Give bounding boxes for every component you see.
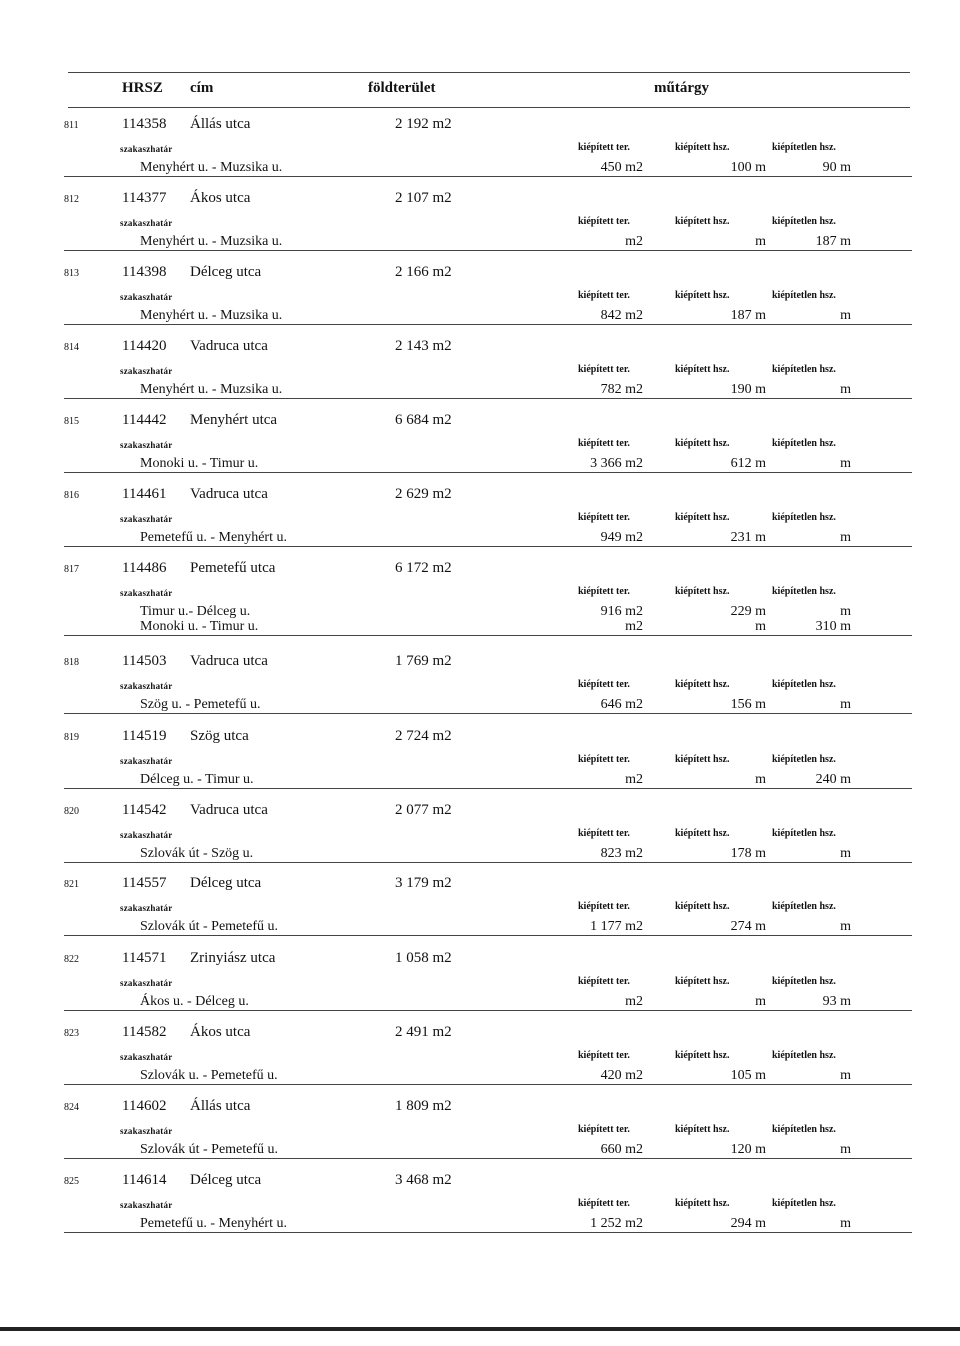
built-length-value: 612 m [730,456,766,471]
record [0,336,960,410]
kiepitetlen-hsz-label: kiépítetlen hsz. [772,828,836,839]
street-name: Vadruca utca [190,338,268,354]
kiepitett-ter-label: kiépített ter. [578,679,630,690]
street-name: Állás utca [190,1098,251,1114]
built-area-value: 949 m2 [600,530,643,545]
hrsz-value: 114420 [122,338,167,354]
szakaszhatar-label: szakaszhatár [120,903,173,913]
record-number: 811 [64,120,79,131]
kiepitett-hsz-label: kiépített hsz. [675,901,730,912]
land-area: 2 491 m2 [395,1024,452,1040]
kiepitett-hsz-label: kiépített hsz. [675,1198,730,1209]
built-length-value: m [755,994,766,1009]
unbuilt-length-value: m [840,846,851,861]
hrsz-value: 114582 [122,1024,167,1040]
built-area-value: 3 366 m2 [590,456,643,471]
street-name: Délceg utca [190,264,262,280]
szakaszhatar-label: szakaszhatár [120,218,173,228]
record-number: 825 [64,1176,79,1187]
kiepitett-hsz-label: kiépített hsz. [675,1050,730,1061]
kiepitett-ter-label: kiépített ter. [578,1198,630,1209]
built-length-value: 120 m [730,1142,766,1157]
record [0,948,960,1022]
land-area: 2 724 m2 [395,728,452,744]
land-area: 2 629 m2 [395,486,452,502]
unbuilt-length-value: 240 m [815,772,851,787]
kiepitetlen-hsz-label: kiépítetlen hsz. [772,754,836,765]
street-name: Ákos utca [190,1024,251,1040]
record-number: 823 [64,1028,79,1039]
built-length-value: m [755,619,766,634]
segment-name: Monoki u. - Timur u. [140,619,259,634]
built-area-value: 842 m2 [600,308,643,323]
record [0,114,960,188]
record-number: 822 [64,954,79,965]
kiepitett-hsz-label: kiépített hsz. [675,754,730,765]
header-hrsz: HRSZ [122,80,163,96]
built-length-value: 100 m [730,160,766,175]
record [0,484,960,558]
segment-rule [64,324,912,325]
segment-name: Délceg u. - Timur u. [140,772,254,787]
built-area-value: 823 m2 [600,846,643,861]
top-rule [68,72,910,73]
segment-name: Menyhért u. - Muzsika u. [140,234,283,249]
szakaszhatar-label: szakaszhatár [120,1052,173,1062]
unbuilt-length-value: 310 m [815,619,851,634]
hrsz-value: 114377 [122,190,167,206]
record-number: 818 [64,657,79,668]
kiepitetlen-hsz-label: kiépítetlen hsz. [772,512,836,523]
built-area-value: 660 m2 [600,1142,643,1157]
built-length-value: 156 m [730,697,766,712]
kiepitett-ter-label: kiépített ter. [578,586,630,597]
hrsz-value: 114519 [122,728,167,744]
built-length-value: 229 m [730,604,766,619]
kiepitetlen-hsz-label: kiépítetlen hsz. [772,364,836,375]
land-area: 3 179 m2 [395,875,452,891]
land-area: 6 172 m2 [395,560,452,576]
record-number: 824 [64,1102,79,1113]
built-area-value: 450 m2 [600,160,643,175]
kiepitett-ter-label: kiépített ter. [578,438,630,449]
kiepitett-hsz-label: kiépített hsz. [675,142,730,153]
szakaszhatar-label: szakaszhatár [120,830,173,840]
segment-name: Szlovák út - Pemetefű u. [140,1142,279,1157]
unbuilt-length-value: m [840,919,851,934]
segment-name: Pemetefű u. - Menyhért u. [140,530,287,545]
kiepitett-ter-label: kiépített ter. [578,754,630,765]
kiepitett-hsz-label: kiépített hsz. [675,828,730,839]
segment-rule [64,546,912,547]
kiepitett-ter-label: kiépített ter. [578,901,630,912]
segment-rule [64,250,912,251]
kiepitetlen-hsz-label: kiépítetlen hsz. [772,142,836,153]
segment-rule [64,1158,912,1159]
street-name: Vadruca utca [190,802,268,818]
kiepitett-hsz-label: kiépített hsz. [675,976,730,987]
segment-rule [64,713,912,714]
segment-name: Menyhért u. - Muzsika u. [140,308,283,323]
segment-rule [64,398,912,399]
built-area-value: m2 [625,772,643,787]
record-number: 812 [64,194,79,205]
unbuilt-length-value: 187 m [815,234,851,249]
kiepitetlen-hsz-label: kiépítetlen hsz. [772,1198,836,1209]
record-number: 816 [64,490,79,501]
street-name: Szög utca [190,728,249,744]
kiepitett-hsz-label: kiépített hsz. [675,290,730,301]
segment-name: Szlovák út - Szög u. [140,846,254,861]
header-rule [68,107,910,108]
segment-name: Timur u.- Délceg u. [140,604,251,619]
segment-rule [64,176,912,177]
built-area-value: 1 177 m2 [590,919,643,934]
segment-rule [64,788,912,789]
kiepitetlen-hsz-label: kiépítetlen hsz. [772,679,836,690]
kiepitetlen-hsz-label: kiépítetlen hsz. [772,976,836,987]
built-length-value: 231 m [730,530,766,545]
land-area: 2 166 m2 [395,264,452,280]
built-area-value: m2 [625,619,643,634]
land-area: 2 107 m2 [395,190,452,206]
kiepitett-ter-label: kiépített ter. [578,1124,630,1135]
kiepitetlen-hsz-label: kiépítetlen hsz. [772,586,836,597]
unbuilt-length-value: m [840,308,851,323]
kiepitett-hsz-label: kiépített hsz. [675,1124,730,1135]
kiepitett-ter-label: kiépített ter. [578,828,630,839]
kiepitetlen-hsz-label: kiépítetlen hsz. [772,1050,836,1061]
kiepitett-ter-label: kiépített ter. [578,290,630,301]
hrsz-value: 114557 [122,875,167,891]
kiepitett-ter-label: kiépített ter. [578,364,630,375]
szakaszhatar-label: szakaszhatár [120,292,173,302]
land-area: 1 809 m2 [395,1098,452,1114]
street-name: Menyhért utca [190,412,278,428]
record [0,1096,960,1170]
kiepitett-hsz-label: kiépített hsz. [675,586,730,597]
unbuilt-length-value: 90 m [822,160,851,175]
hrsz-value: 114571 [122,950,167,966]
kiepitett-ter-label: kiépített ter. [578,1050,630,1061]
hrsz-value: 114358 [122,116,167,132]
record-number: 817 [64,564,79,575]
szakaszhatar-label: szakaszhatár [120,681,173,691]
street-name: Ákos utca [190,190,251,206]
record [0,262,960,336]
kiepitett-ter-label: kiépített ter. [578,142,630,153]
street-name: Délceg utca [190,875,262,891]
record [0,558,960,632]
hrsz-value: 114602 [122,1098,167,1114]
built-area-value: m2 [625,994,643,1009]
record [0,800,960,874]
record-number: 820 [64,806,79,817]
street-name: Vadruca utca [190,653,268,669]
szakaszhatar-label: szakaszhatár [120,440,173,450]
hrsz-value: 114542 [122,802,167,818]
segment-rule [64,935,912,936]
szakaszhatar-label: szakaszhatár [120,1200,173,1210]
unbuilt-length-value: m [840,1142,851,1157]
segment-rule [64,472,912,473]
szakaszhatar-label: szakaszhatár [120,366,173,376]
built-area-value: 782 m2 [600,382,643,397]
szakaszhatar-label: szakaszhatár [120,514,173,524]
unbuilt-length-value: m [840,382,851,397]
unbuilt-length-value: m [840,697,851,712]
segment-name: Szlovák út - Pemetefű u. [140,919,279,934]
street-name: Délceg utca [190,1172,262,1188]
record-number: 814 [64,342,79,353]
unbuilt-length-value: m [840,456,851,471]
built-area-value: m2 [625,234,643,249]
kiepitett-hsz-label: kiépített hsz. [675,438,730,449]
land-area: 2 143 m2 [395,338,452,354]
segment-name: Monoki u. - Timur u. [140,456,259,471]
built-length-value: 274 m [730,919,766,934]
kiepitett-ter-label: kiépített ter. [578,512,630,523]
kiepitett-hsz-label: kiépített hsz. [675,512,730,523]
bottom-rule [0,1327,960,1331]
szakaszhatar-label: szakaszhatár [120,588,173,598]
built-area-value: 646 m2 [600,697,643,712]
land-area: 1 058 m2 [395,950,452,966]
land-area: 2 192 m2 [395,116,452,132]
kiepitett-ter-label: kiépített ter. [578,976,630,987]
segment-rule [64,1084,912,1085]
header-cim: cím [190,80,214,96]
unbuilt-length-value: m [840,1068,851,1083]
unbuilt-length-value: m [840,604,851,619]
header-foldterulet: földterület [368,80,436,96]
kiepitetlen-hsz-label: kiépítetlen hsz. [772,438,836,449]
hrsz-value: 114461 [122,486,167,502]
built-area-value: 1 252 m2 [590,1216,643,1231]
built-area-value: 916 m2 [600,604,643,619]
hrsz-value: 114486 [122,560,167,576]
szakaszhatar-label: szakaszhatár [120,978,173,988]
built-length-value: 105 m [730,1068,766,1083]
segment-rule [64,862,912,863]
land-area: 2 077 m2 [395,802,452,818]
segment-rule [64,1010,912,1011]
szakaszhatar-label: szakaszhatár [120,1126,173,1136]
record-number: 813 [64,268,79,279]
segment-rule [64,1232,912,1233]
street-name: Pemetefű utca [190,560,276,576]
hrsz-value: 114503 [122,653,167,669]
szakaszhatar-label: szakaszhatár [120,144,173,154]
unbuilt-length-value: m [840,1216,851,1231]
record [0,651,960,725]
kiepitetlen-hsz-label: kiépítetlen hsz. [772,1124,836,1135]
record [0,410,960,484]
segment-name: Szlovák u. - Pemetefű u. [140,1068,278,1083]
land-area: 6 684 m2 [395,412,452,428]
record [0,1170,960,1244]
record [0,188,960,262]
unbuilt-length-value: m [840,530,851,545]
kiepitett-ter-label: kiépített ter. [578,216,630,227]
hrsz-value: 114398 [122,264,167,280]
record-number: 821 [64,879,79,890]
built-length-value: m [755,772,766,787]
segment-name: Menyhért u. - Muzsika u. [140,160,283,175]
kiepitett-hsz-label: kiépített hsz. [675,679,730,690]
kiepitett-hsz-label: kiépített hsz. [675,216,730,227]
kiepitetlen-hsz-label: kiépítetlen hsz. [772,290,836,301]
street-name: Állás utca [190,116,251,132]
hrsz-value: 114614 [122,1172,167,1188]
built-length-value: 178 m [730,846,766,861]
segment-name: Szög u. - Pemetefű u. [140,697,261,712]
land-area: 1 769 m2 [395,653,452,669]
built-length-value: m [755,234,766,249]
szakaszhatar-label: szakaszhatár [120,756,173,766]
segment-name: Menyhért u. - Muzsika u. [140,382,283,397]
built-length-value: 190 m [730,382,766,397]
record [0,1022,960,1096]
record [0,726,960,800]
street-name: Vadruca utca [190,486,268,502]
record-number: 815 [64,416,79,427]
header-mutargy: műtárgy [654,80,709,96]
built-length-value: 294 m [730,1216,766,1231]
street-name: Zrinyiász utca [190,950,276,966]
record [0,873,960,947]
kiepitetlen-hsz-label: kiépítetlen hsz. [772,216,836,227]
hrsz-value: 114442 [122,412,167,428]
kiepitett-hsz-label: kiépített hsz. [675,364,730,375]
built-area-value: 420 m2 [600,1068,643,1083]
built-length-value: 187 m [730,308,766,323]
segment-name: Ákos u. - Délceg u. [140,994,249,1009]
unbuilt-length-value: 93 m [822,994,851,1009]
kiepitetlen-hsz-label: kiépítetlen hsz. [772,901,836,912]
segment-name: Pemetefű u. - Menyhért u. [140,1216,287,1231]
segment-rule [64,635,912,636]
record-number: 819 [64,732,79,743]
land-area: 3 468 m2 [395,1172,452,1188]
